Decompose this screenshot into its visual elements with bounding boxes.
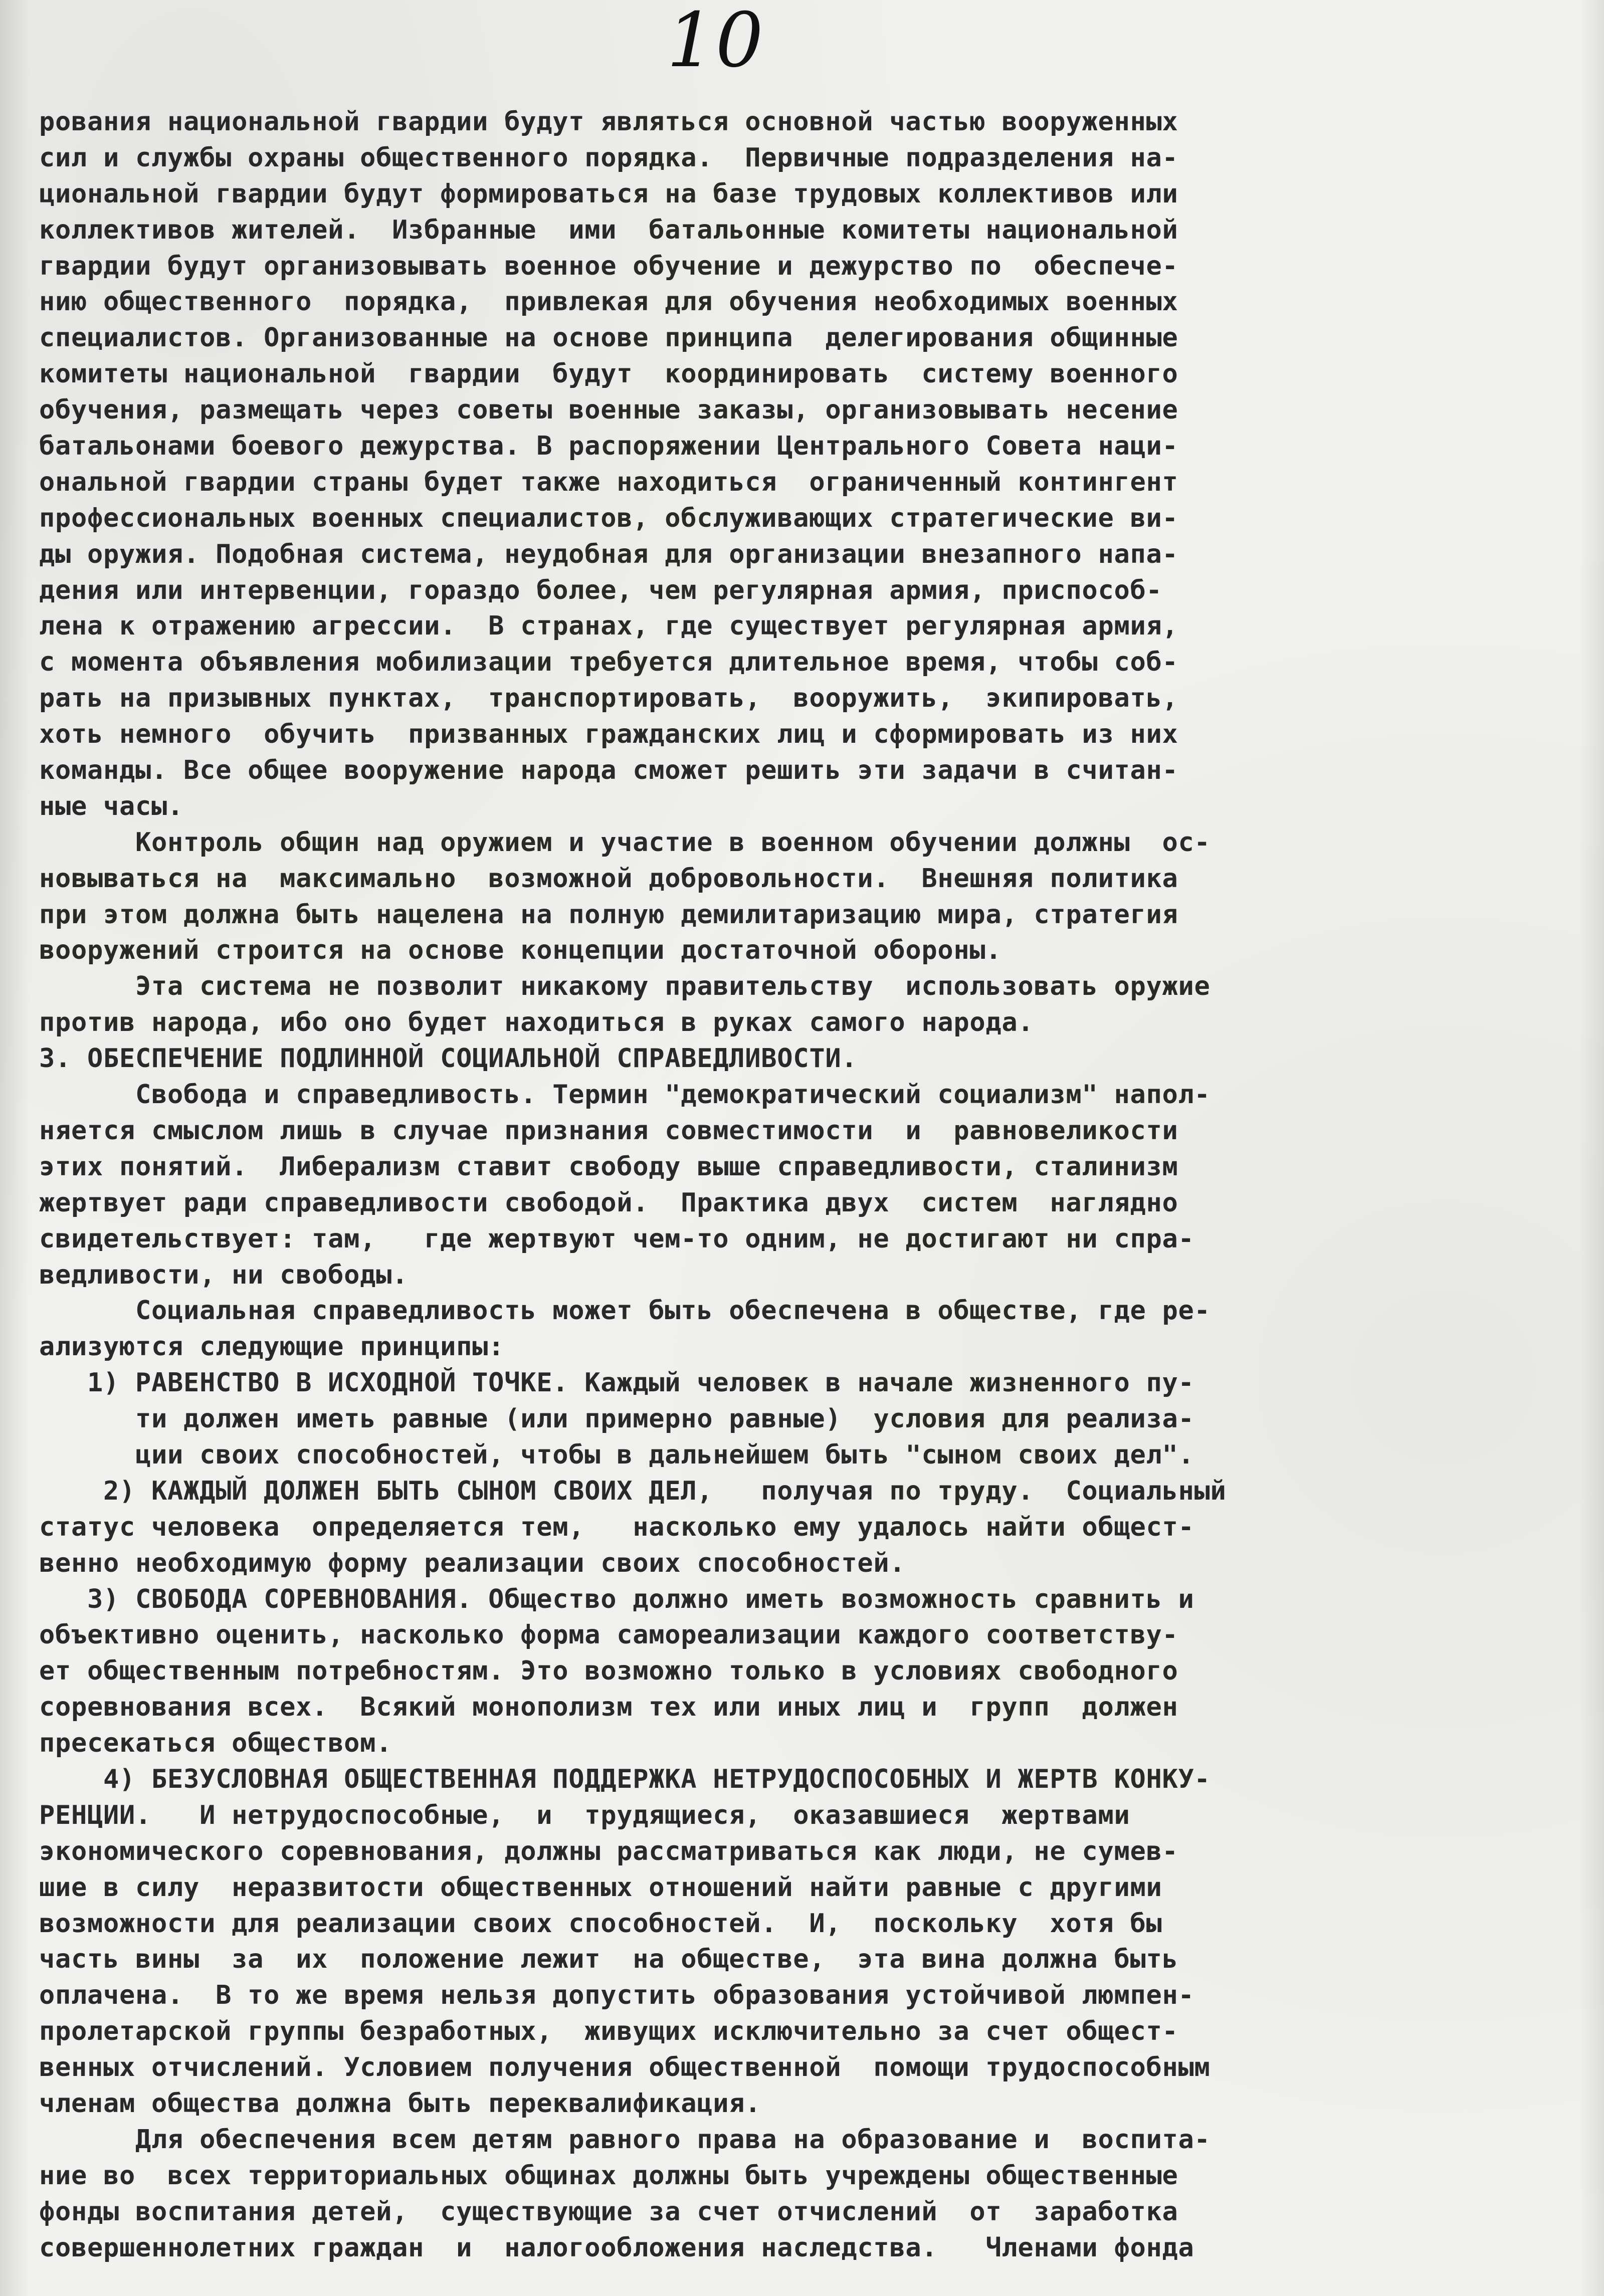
text-line: ды оружия. Подобная система, неудобная для организации внезапного напа- xyxy=(39,539,1178,569)
text-line: ональной гвардии страны будет также находиться ограниченный контингент xyxy=(39,467,1178,497)
text-line: ции своих способностей, чтобы в дальнейшем быть "сыном своих дел". xyxy=(39,1439,1194,1470)
text-line: сил и службы охраны общественного порядка. Первичные подразделения на- xyxy=(39,142,1178,173)
text-line: при этом должна быть нацелена на полную демилитаризацию мира, стратегия xyxy=(39,899,1178,930)
text-line: соревнования всех. Всякий монополизм тех или иных лиц и групп должен xyxy=(39,1692,1178,1723)
text-line: РЕНЦИИ. И нетрудоспособные, и трудящиеся, оказавшиеся жертвами xyxy=(39,1800,1130,1830)
text-line: ет общественным потребностям. Это возможно только в условиях свободного xyxy=(39,1656,1178,1687)
text-line: Для обеспечения всем детям равного права на образование и воспита- xyxy=(39,2124,1211,2155)
text-line: профессиональных военных специалистов, обслуживающих стратегические ви- xyxy=(39,503,1178,533)
text-line: няется смыслом лишь в случае признания совместимости и равновеликости xyxy=(39,1115,1178,1146)
text-line: ние во всех территориальных общинах должны быть учреждены общественные xyxy=(39,2160,1178,2191)
text-line: оплачена. В то же время нельзя допустить образования устойчивой люмпен- xyxy=(39,1980,1194,2011)
text-line: рать на призывных пунктах, транспортировать, вооружить, экипировать, xyxy=(39,683,1178,714)
text-line: совершеннолетних граждан и налогообложения наследства. Членами фонда xyxy=(39,2232,1194,2263)
text-line: новываться на максимально возможной добровольности. Внешняя политика xyxy=(39,863,1178,894)
text-line: ти должен иметь равные (или примерно равные) условия для реализа- xyxy=(39,1404,1194,1434)
scan-edge-shadow xyxy=(0,0,30,2296)
page-number: 10 xyxy=(667,0,764,84)
text-line: нию общественного порядка, привлекая для обучения необходимых военных xyxy=(39,287,1178,317)
scan-edge-shadow xyxy=(1579,0,1604,2296)
text-line: батальонами боевого дежурства. В распоряжении Центрального Совета наци- xyxy=(39,431,1178,462)
text-line: 3. ОБЕСПЕЧЕНИЕ ПОДЛИННОЙ СОЦИАЛЬНОЙ СПРАВЕДЛИВОСТИ. xyxy=(39,1043,858,1074)
text-line: жертвует ради справедливости свободой. Практика двух систем наглядно xyxy=(39,1187,1178,1218)
text-line: Эта система не позволит никакому правительству использовать оружие xyxy=(39,971,1211,1002)
text-line: с момента объявления мобилизации требуется длительное время, чтобы соб- xyxy=(39,647,1178,678)
text-line: 1) РАВЕНСТВО В ИСХОДНОЙ ТОЧКЕ. Каждый человек в начале жизненного пу- xyxy=(39,1368,1194,1398)
text-line: Контроль общин над оружием и участие в военном обучении должны ос- xyxy=(39,827,1211,858)
text-line: циональной гвардии будут формироваться на базе трудовых коллективов или xyxy=(39,178,1178,209)
text-line: членам общества должна быть переквалификация. xyxy=(39,2088,761,2119)
text-line: 4) БЕЗУСЛОВНАЯ ОБЩЕСТВЕННАЯ ПОДДЕРЖКА НЕТРУДОСПОСОБНЫХ И ЖЕРТВ КОНКУ- xyxy=(39,1764,1211,1794)
text-line: объективно оценить, насколько форма самореализации каждого соответству- xyxy=(39,1620,1178,1650)
text-line: венно необходимую форму реализации своих способностей. xyxy=(39,1548,906,1578)
text-line: гвардии будут организовывать военное обучение и дежурство по обеспече- xyxy=(39,251,1178,281)
text-line: венных отчислений. Условием получения общественной помощи трудоспособным xyxy=(39,2052,1211,2083)
text-line: ные часы. xyxy=(39,791,184,821)
text-line: команды. Все общее вооружение народа сможет решить эти задачи в считан- xyxy=(39,755,1178,786)
text-line: против народа, ибо оно будет находиться в руках самого народа. xyxy=(39,1007,1034,1038)
text-line: возможности для реализации своих способностей. И, поскольку хотя бы xyxy=(39,1908,1162,1939)
text-line: комитеты национальной гвардии будут координировать систему военного xyxy=(39,359,1178,389)
text-line: часть вины за их положение лежит на обществе, эта вина должна быть xyxy=(39,1944,1178,1975)
text-line: дения или интервенции, гораздо более, чем регулярная армия, приспособ- xyxy=(39,575,1162,605)
text-line: шие в силу неразвитости общественных отношений найти равные с другими xyxy=(39,1872,1162,1903)
text-line: этих понятий. Либерализм ставит свободу выше справедливости, сталинизм xyxy=(39,1151,1178,1182)
text-line: обучения, размещать через советы военные заказы, организовывать несение xyxy=(39,395,1178,426)
text-line: 2) КАЖДЫЙ ДОЛЖЕН БЫТЬ СЫНОМ СВОИХ ДЕЛ, получая по труду. Социальный xyxy=(39,1476,1227,1506)
text-line: лена к отражению агрессии. В странах, где существует регулярная армия, xyxy=(39,611,1178,642)
text-line: 3) СВОБОДА СОРЕВНОВАНИЯ. Общество должно иметь возможность сравнить и xyxy=(39,1584,1194,1614)
text-line: пролетарской группы безработных, живущих исключительно за счет общест- xyxy=(39,2016,1178,2047)
text-line: коллективов жителей. Избранные ими батальонные комитеты национальной xyxy=(39,215,1178,245)
text-line: Свобода и справедливость. Термин "демократический социализм" напол- xyxy=(39,1080,1211,1110)
text-line: специалистов. Организованные на основе принципа делегирования общинные xyxy=(39,323,1178,353)
text-line: пресекаться обществом. xyxy=(39,1728,392,1759)
text-line: Социальная справедливость может быть обеспечена в обществе, где ре- xyxy=(39,1296,1211,1326)
text-line: хоть немного обучить призванных гражданских лиц и сформировать из них xyxy=(39,719,1178,750)
text-line: экономического соревнования, должны рассматриваться как люди, не сумев- xyxy=(39,1836,1178,1866)
text-line: рования национальной гвардии будут являться основной частью вооруженных xyxy=(39,107,1178,137)
text-line: статус человека определяется тем, насколько ему удалось найти общест- xyxy=(39,1512,1194,1542)
text-line: фонды воспитания детей, существующие за счет отчислений от заработка xyxy=(39,2196,1178,2227)
text-line: свидетельствует: там, где жертвуют чем-то одним, не достигают ни спра- xyxy=(39,1223,1194,1254)
text-line: ализуются следующие принципы: xyxy=(39,1332,505,1362)
text-line: вооружений строится на основе концепции достаточной обороны. xyxy=(39,935,1002,966)
page-body xyxy=(39,104,1568,2266)
text-line: ведливости, ни свободы. xyxy=(39,1260,409,1290)
